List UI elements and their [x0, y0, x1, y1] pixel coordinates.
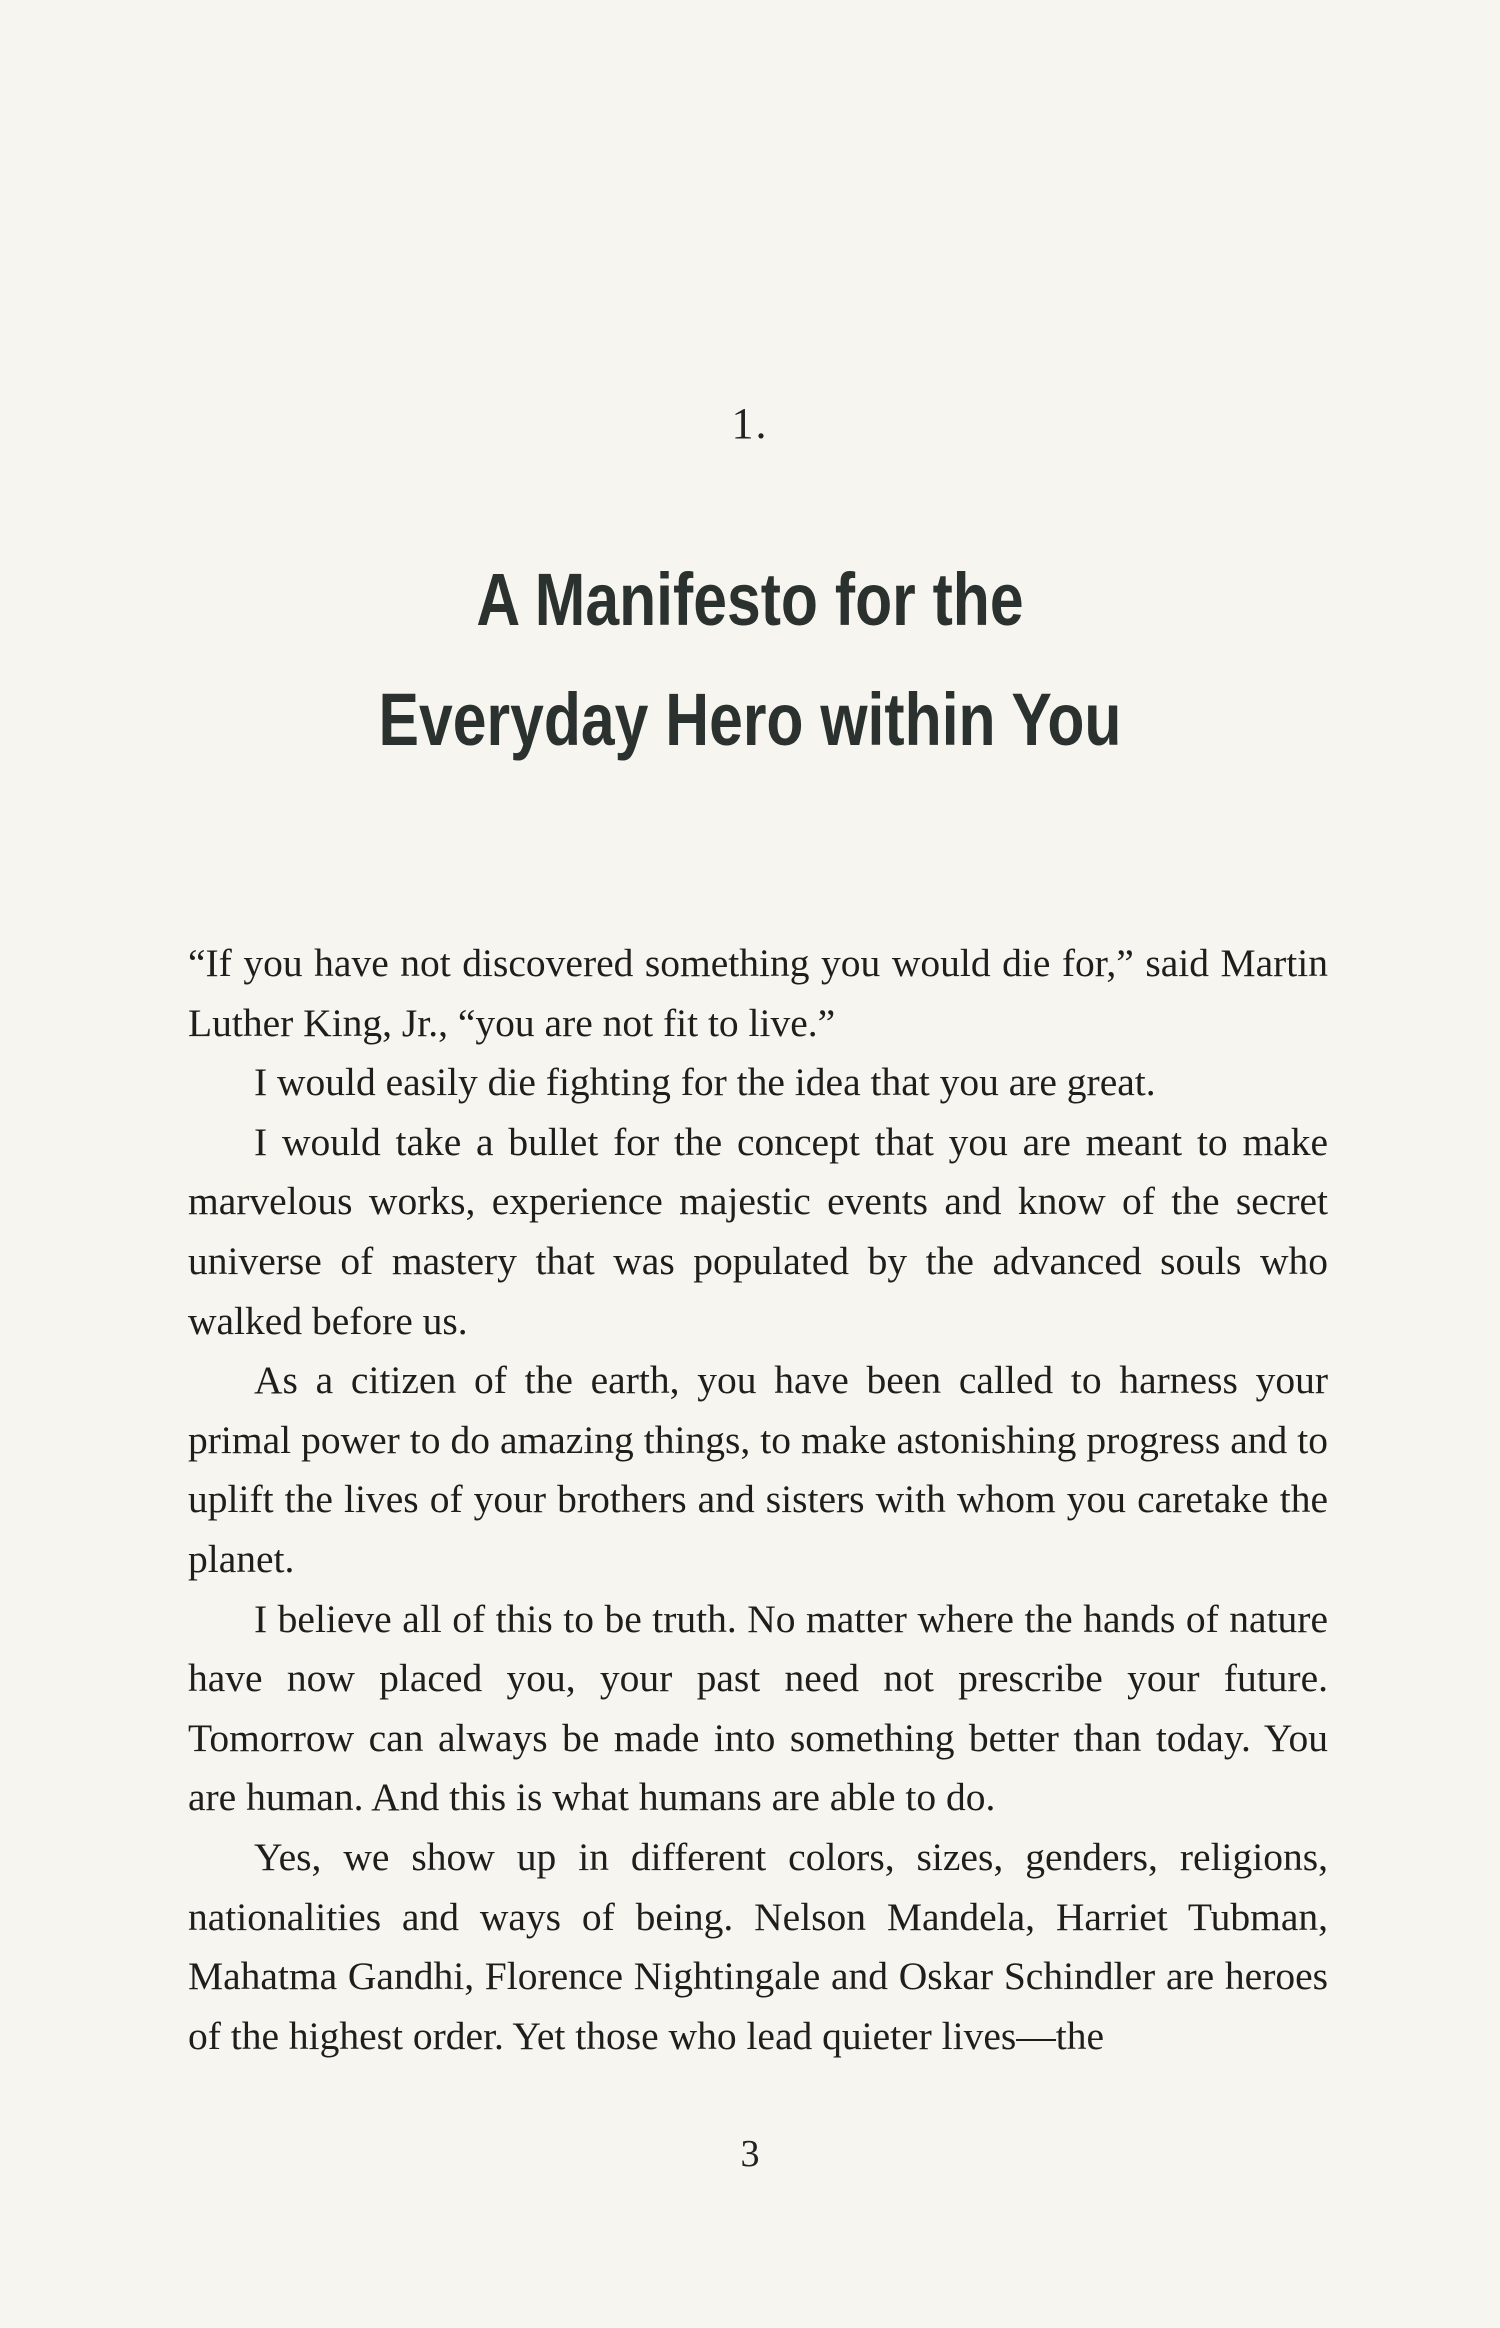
chapter-number: 1.: [731, 399, 769, 448]
paragraph: I would easily die fighting for the idea that you are great.: [254, 1060, 1156, 1105]
page-number: 3: [740, 2133, 760, 2175]
paragraph: As a citizen of the earth, you have been called to harness your primal power to do amazing things, to make astonishing progress and to uplift the lives of your brothers and sisters with whom you caretake the planet.: [188, 1358, 1328, 1581]
chapter-title: [135, 540, 1365, 780]
chapter-body: [188, 934, 1328, 2066]
paragraph: Yes, we show up in different colors, sizes, genders, religions, nationalities and ways of being. Nelson Mandela, Harriet Tubman, Mahatma Gandhi, Florence Nightingale and Oskar Schindler are heroes of the highest order. Yet those who lead quieter lives—the: [188, 1834, 1328, 2058]
paragraph-quote: “If you have not discovered something you would die for,” said Martin Luther King, Jr., “you are not fit to live.”: [188, 941, 1328, 1045]
paragraph: I would take a bullet for the concept that you are meant to make marvelous works, experience majestic events and know of the secret universe of mastery that was populated by the advanced souls who walked before us.: [188, 1119, 1328, 1343]
chapter-title-line-2: Everyday Hero within You: [378, 678, 1122, 761]
paragraph: I believe all of this to be truth. No matter where the hands of nature have now placed you, your past need not prescribe your future. Tomorrow can always be made into something better than today. You are human. And this is what humans are able to do.: [188, 1596, 1328, 1820]
chapter-title-line-1: A Manifesto for the: [476, 558, 1024, 641]
